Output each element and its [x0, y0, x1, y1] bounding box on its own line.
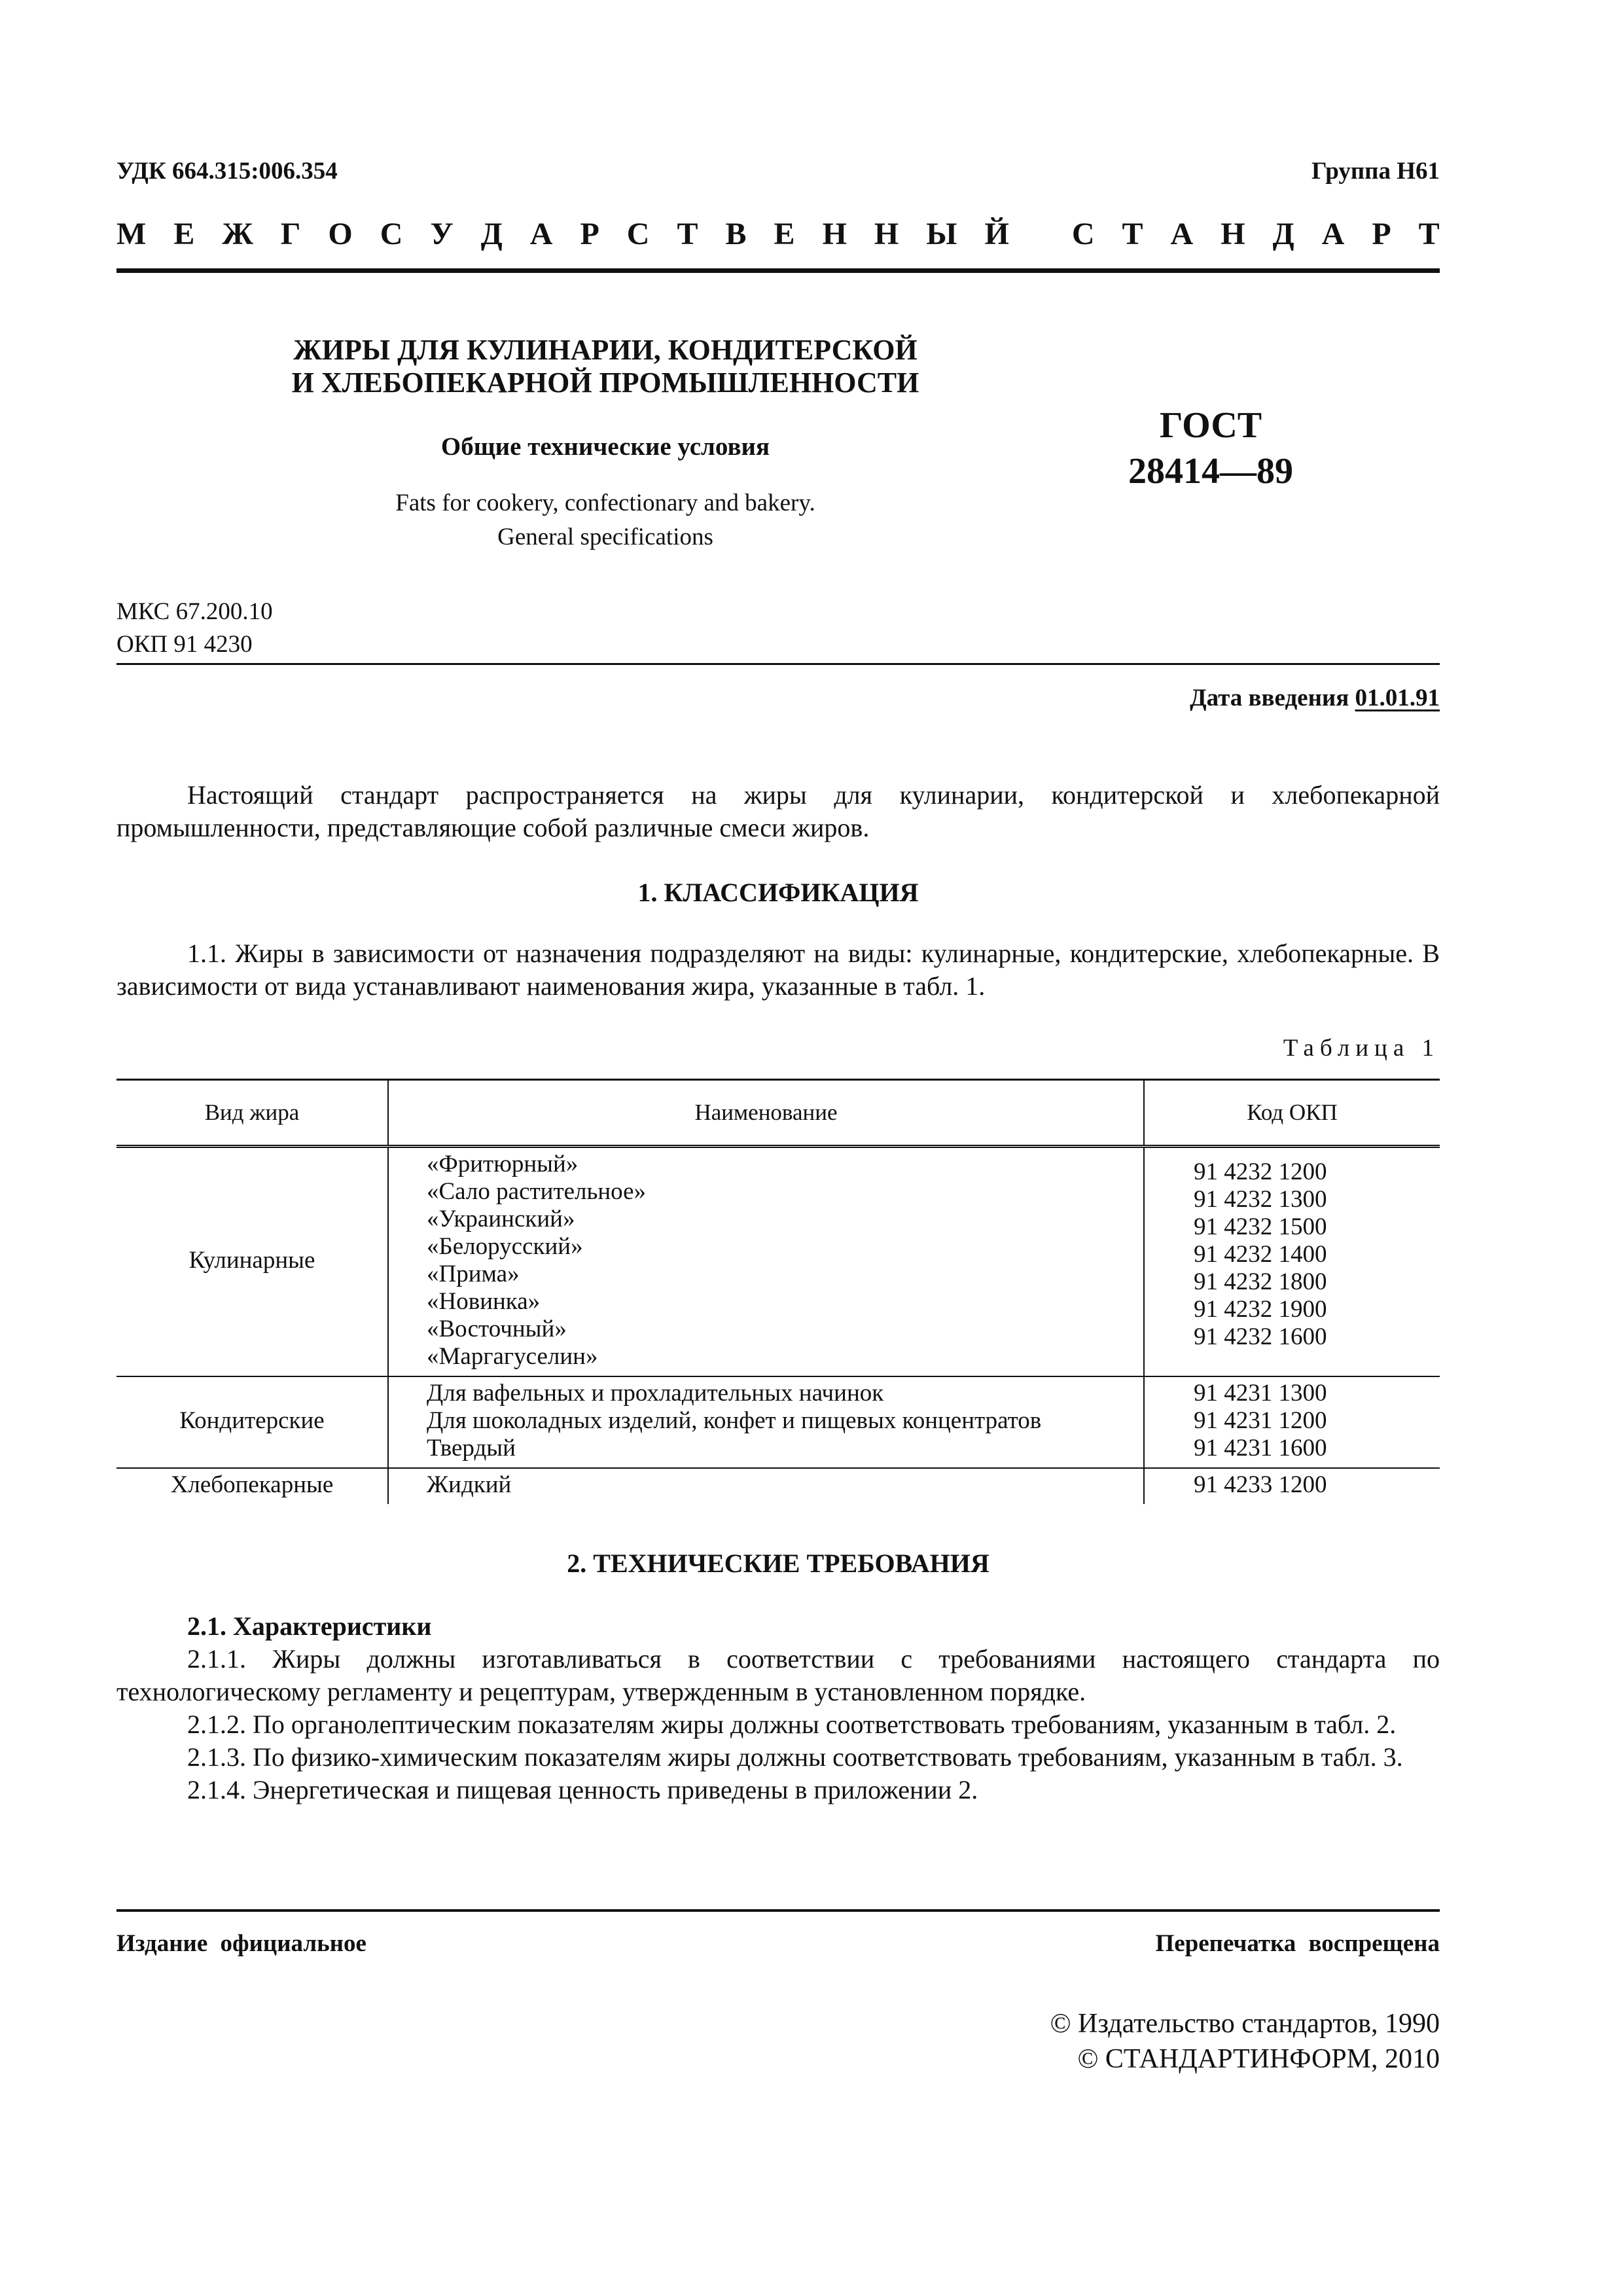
fat-name: «Прима»: [427, 1261, 520, 1287]
heading-letter: С: [380, 217, 403, 251]
paragraph-1-1-text: 1.1. Жиры в зависимости от назначения подразделяют на виды: кулинарные, кондитерские, хлебопекарные. В зависимости от вида устанавливают наименования жира, указанные в табл. 1.: [116, 939, 1440, 1001]
fat-names: [388, 1376, 1144, 1468]
heading-letter: У: [430, 217, 454, 251]
table-1-label: Таблица 1: [1283, 1035, 1440, 1062]
footer-rule: [116, 1909, 1440, 1912]
paragraph-2-1-2: 2.1.2. По органолептическим показателям жиры должны соответствовать требованиям, указанным в табл. 2.: [187, 1710, 1397, 1739]
fat-name: «Фритюрный»: [427, 1151, 579, 1177]
okp-code: 91 4231 1300: [1194, 1380, 1327, 1407]
okp-code: 91 4232 1400: [1194, 1241, 1327, 1268]
okp-code: 91 4233 1200: [1194, 1471, 1327, 1498]
heading-letter: Т: [1418, 217, 1440, 251]
okp-code: 91 4232 1900: [1194, 1296, 1327, 1323]
title-block: [262, 334, 949, 554]
title-line-2: И ХЛЕБОПЕКАРНОЙ ПРОМЫШЛЕННОСТИ: [291, 367, 919, 399]
heading-letter: Р: [1372, 217, 1391, 251]
heading-letter: М: [116, 217, 147, 251]
fat-name: Для шоколадных изделий, конфет и пищевых концентратов: [427, 1407, 1042, 1434]
english-title-line-1: Fats for cookery, confectionary and bakery.: [395, 490, 815, 516]
title-line-1: ЖИРЫ ДЛЯ КУЛИНАРИИ, КОНДИТЕРСКОЙ: [293, 334, 918, 366]
heading-letter: Н: [874, 217, 899, 251]
section-2-body: [116, 1610, 1440, 1806]
okp-code: 91 4232 1800: [1194, 1268, 1327, 1295]
fat-type: Хлебопекарные: [116, 1468, 388, 1504]
table-row: [116, 1468, 1440, 1504]
heading-letter: [1037, 216, 1044, 252]
section-1-title: 1. КЛАССИФИКАЦИЯ: [637, 878, 919, 907]
intro-text: Настоящий стандарт распространяется на жиры для кулинарии, кондитерской и хлебопекарной промышленности, представляющие собой различные смеси жиров.: [116, 780, 1440, 842]
date-label: Дата введения: [1190, 685, 1349, 711]
paragraph-2-1-3: 2.1.3. По физико-химическим показателям жиры должны соответствовать требованиям, указанным в табл. 3.: [187, 1742, 1403, 1772]
paragraph-2-1-4: 2.1.4. Энергетическая и пищевая ценность приведены в приложении 2.: [187, 1775, 978, 1804]
okp-code: 91 4232 1500: [1194, 1213, 1327, 1240]
heading-letter: С: [1071, 217, 1095, 251]
table-1: [116, 1079, 1440, 1504]
mks-code: МКС 67.200.10: [116, 598, 273, 625]
codes-rule: [116, 663, 1440, 665]
okp-code: 91 4232 1200: [1194, 1158, 1327, 1185]
intro-paragraph: [116, 779, 1440, 844]
heading-letter: Д: [480, 217, 503, 251]
copyright-block: [1050, 2006, 1440, 2077]
copyright-line-1: © Издательство стандартов, 1990: [1050, 2009, 1440, 2039]
heading-letter: А: [529, 217, 553, 251]
reprint-prohibited: Перепечатка воспрещена: [1155, 1930, 1440, 1957]
heading-letter: Й: [984, 217, 1009, 251]
table-header-name: Наименование: [388, 1080, 1144, 1147]
introduction-date: [1190, 684, 1440, 712]
heading-letter: О: [328, 217, 353, 251]
interstate-standard-heading: [116, 216, 1440, 252]
fat-name: «Восточный»: [427, 1316, 567, 1342]
okp-code: 91 4231 1200: [1194, 1407, 1327, 1434]
gost-number: [1073, 403, 1348, 494]
heading-letter: Ж: [222, 217, 253, 251]
group-code: Группа Н61: [1311, 158, 1440, 185]
heading-letter: А: [1170, 217, 1194, 251]
fat-name: «Сало растительное»: [427, 1178, 647, 1205]
fat-name: «Маргагуселин»: [427, 1343, 598, 1370]
heading-letter: В: [725, 217, 747, 251]
heading-letter: С: [626, 217, 650, 251]
fat-name: «Белорусский»: [427, 1233, 583, 1260]
subtitle: Общие технические условия: [440, 433, 770, 461]
gost-label: ГОСТ: [1159, 405, 1262, 446]
heading-letter: Н: [1221, 217, 1245, 251]
official-edition: Издание официальное: [116, 1930, 366, 1957]
gost-code: 28414—89: [1128, 451, 1293, 492]
fat-name: «Новинка»: [427, 1288, 541, 1315]
heading-letter: Д: [1272, 217, 1294, 251]
table-row: [116, 1147, 1440, 1377]
table-header-type: Вид жира: [116, 1080, 388, 1147]
classification-codes: [116, 596, 273, 661]
paragraph-2-1-1: 2.1.1. Жиры должны изготавливаться в соответствии с требованиями настоящего стандарта по технологическому регламенту и рецептурам, утвержденным в установленном порядке.: [116, 1644, 1440, 1706]
udk-code: УДК 664.315:006.354: [116, 158, 338, 185]
header-rule: [116, 268, 1440, 273]
paragraph-1-1: [116, 937, 1440, 1003]
fat-type: Кулинарные: [116, 1147, 388, 1377]
fat-names: [388, 1147, 1144, 1377]
heading-letter: Е: [774, 217, 795, 251]
okp-code: 91 4231 1600: [1194, 1435, 1327, 1462]
date-value: 01.01.91: [1355, 685, 1440, 711]
heading-letter: Г: [280, 217, 301, 251]
heading-letter: Т: [677, 217, 698, 251]
okp-code: ОКП 91 4230: [116, 631, 253, 658]
english-title-line-2: General specifications: [497, 524, 713, 550]
table-header-okp: Код ОКП: [1144, 1080, 1440, 1147]
okp-code: 91 4232 1300: [1194, 1186, 1327, 1213]
fat-type: Кондитерские: [116, 1376, 388, 1468]
heading-letter: Р: [580, 217, 599, 251]
section-2-title: 2. ТЕХНИЧЕСКИЕ ТРЕБОВАНИЯ: [567, 1549, 990, 1578]
okp-codes: [1144, 1468, 1440, 1504]
heading-letter: Е: [173, 217, 195, 251]
okp-codes: [1144, 1376, 1440, 1468]
copyright-line-2: © СТАНДАРТИНФОРМ, 2010: [1077, 2044, 1440, 2074]
okp-code: 91 4232 1600: [1194, 1323, 1327, 1350]
table-row: [116, 1376, 1440, 1468]
fat-name: Жидкий: [427, 1471, 512, 1498]
heading-letter: Н: [822, 217, 847, 251]
heading-letter: А: [1321, 217, 1345, 251]
heading-letter: Ы: [926, 217, 957, 251]
okp-codes: [1144, 1147, 1440, 1377]
heading-letter: Т: [1122, 217, 1143, 251]
fat-name: Для вафельных и прохладительных начинок: [427, 1380, 884, 1407]
fat-name: «Украинский»: [427, 1206, 575, 1232]
fat-names: [388, 1468, 1144, 1504]
subsection-2-1-title: 2.1. Характеристики: [187, 1611, 432, 1641]
fat-name: Твердый: [427, 1435, 516, 1462]
